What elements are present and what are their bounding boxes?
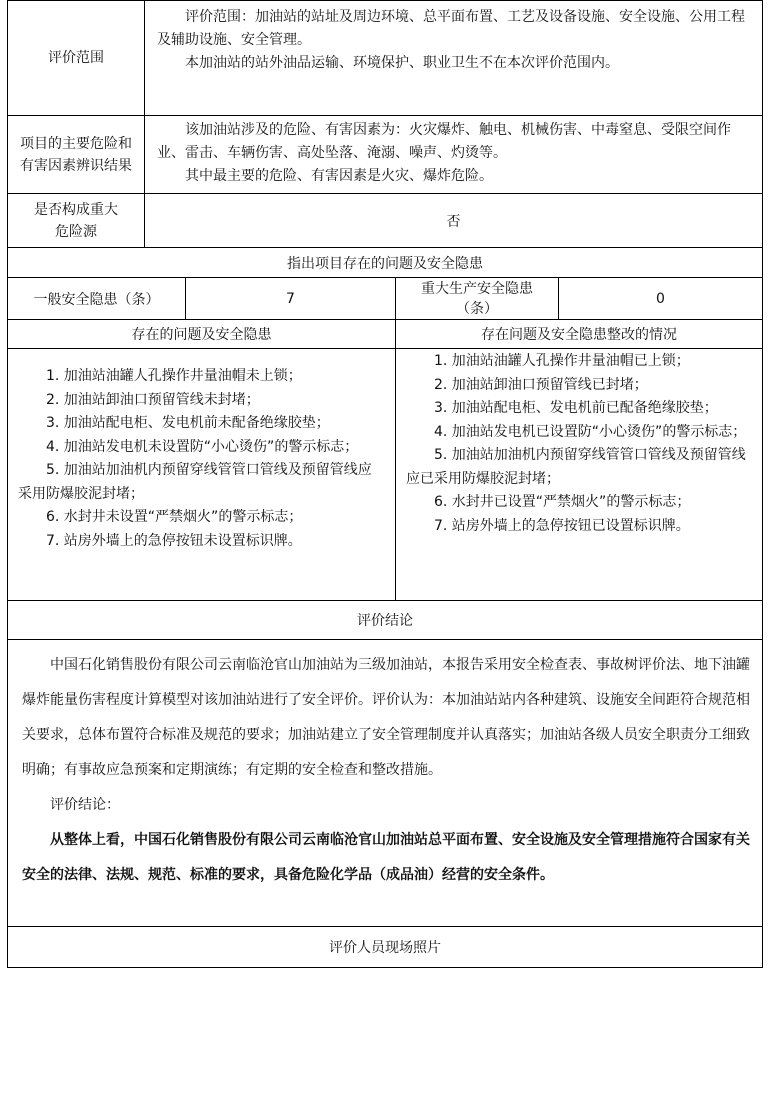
fix-item: 4. 加油站发电机已设置防“小心烫伤”的警示标志； [434, 423, 747, 440]
fix-item: 2. 加油站卸油口预留管线已封堵； [434, 376, 648, 393]
problem-item: 5. 加油站加油机内预留穿线管管口管线及预留管线应采用防爆胶泥封堵； [18, 462, 372, 502]
evaluation-report-table [7, 0, 763, 968]
fix-item: 1. 加油站油罐人孔操作井量油帽已上锁； [434, 353, 690, 369]
general-hazard-count: 7 [185, 278, 395, 319]
problem-item: 6. 水封井未设置“严禁烟火”的警示标志； [46, 509, 303, 525]
issues-title-row [8, 247, 762, 277]
counts-row [8, 277, 762, 319]
problems-list [8, 349, 395, 600]
problem-item: 2. 加油站卸油口预留管线未封堵； [46, 391, 260, 408]
scope-paragraph-1: 评价范围：加油站的站址及周边环境、总平面布置、工艺及设备设施、安全设施、公用工程及辅助设施、安全管理。 [157, 9, 745, 48]
conclusion-body: 中国石化销售股份有限公司云南临沧官山加油站为三级加油站，本报告采用安全检查表、事故树评价法、地下油罐爆炸能量伤害程度计算模型对该加油站进行了安全评价。评价认为：本加油站站内各种建筑、设施安全间距符合规范相关要求，总体布置符合标准及规范的要求；加油站建立了安全管理制度并认真落实；加油站各级人员安全职责分工细致明确；有事故应急预案和定期演练；有定期的安全检查和整改措施。 [22, 657, 750, 778]
hazards-row [8, 115, 762, 193]
conclusion-title: 评价结论 [357, 613, 413, 629]
problem-item: 1. 加油站油罐人孔操作井量油帽未上锁； [46, 368, 302, 384]
conclusion-subheading: 评价结论： [50, 797, 120, 813]
major-hazard-row [8, 193, 762, 247]
fixes-list [395, 349, 762, 600]
major-hazard-label: 是否构成重大危险源 [34, 201, 118, 240]
conclusion-final-statement: 从整体上看，中国石化销售股份有限公司云南临沧官山加油站总平面布置、安全设施及安全管理措施符合国家有关安全的法律、法规、规范、标准的要求，具备危险化学品（成品油）经营的安全条件。 [22, 832, 750, 883]
fix-item: 7. 站房外墙上的急停按钮已设置标识牌。 [434, 517, 690, 534]
hazards-content [144, 116, 762, 193]
hazards-paragraph-1: 该加油站涉及的危险、有害因素为：火灾爆炸、触电、机械伤害、中毒窒息、受限空间作业、雷击、车辆伤害、高处坠落、淹溺、噪声、灼烫等。 [157, 122, 731, 161]
major-hazard-count: 0 [558, 278, 762, 319]
fix-item: 3. 加油站配电柜、发电机前已配备绝缘胶垫； [434, 400, 718, 416]
scope-paragraph-2: 本加油站的站外油品运输、环境保护、职业卫生不在本次评价范围内。 [185, 55, 619, 71]
major-hazard-value: 否 [144, 194, 762, 247]
major-hazard-count-label: 重大生产安全隐患（条） [395, 278, 558, 319]
conclusion-row [8, 639, 762, 926]
problem-item: 7. 站房外墙上的急停按钮未设置标识牌。 [46, 532, 302, 549]
photos-title-row [8, 926, 762, 967]
scope-row [8, 0, 762, 115]
issues-list-row [8, 348, 762, 600]
conclusion-content [8, 640, 762, 926]
problems-header: 存在的问题及安全隐患 [131, 327, 272, 343]
general-hazard-label: 一般安全隐患（条） [33, 291, 160, 308]
fix-item: 6. 水封井已设置“严禁烟火”的警示标志； [434, 494, 691, 510]
issues-header-row [8, 319, 762, 348]
problem-item: 4. 加油站发电机未设置防“小心烫伤”的警示标志； [46, 438, 359, 455]
scope-label: 评价范围 [48, 50, 104, 66]
conclusion-title-row [8, 600, 762, 639]
fix-item: 5. 加油站加油机内预留穿线管管口管线及预留管线应已采用防爆胶泥封堵； [406, 447, 746, 487]
problem-item: 3. 加油站配电柜、发电机前未配备绝缘胶垫； [46, 415, 330, 431]
photos-title: 评价人员现场照片 [329, 940, 441, 956]
issues-title: 指出项目存在的问题及安全隐患 [287, 255, 483, 272]
scope-content [144, 1, 762, 115]
hazards-paragraph-2: 其中最主要的危险、有害因素是火灾、爆炸危险。 [185, 168, 493, 184]
fixes-header: 存在问题及安全隐患整改的情况 [395, 320, 762, 348]
hazards-label: 项目的主要危险和有害因素辨识结果 [20, 135, 132, 174]
